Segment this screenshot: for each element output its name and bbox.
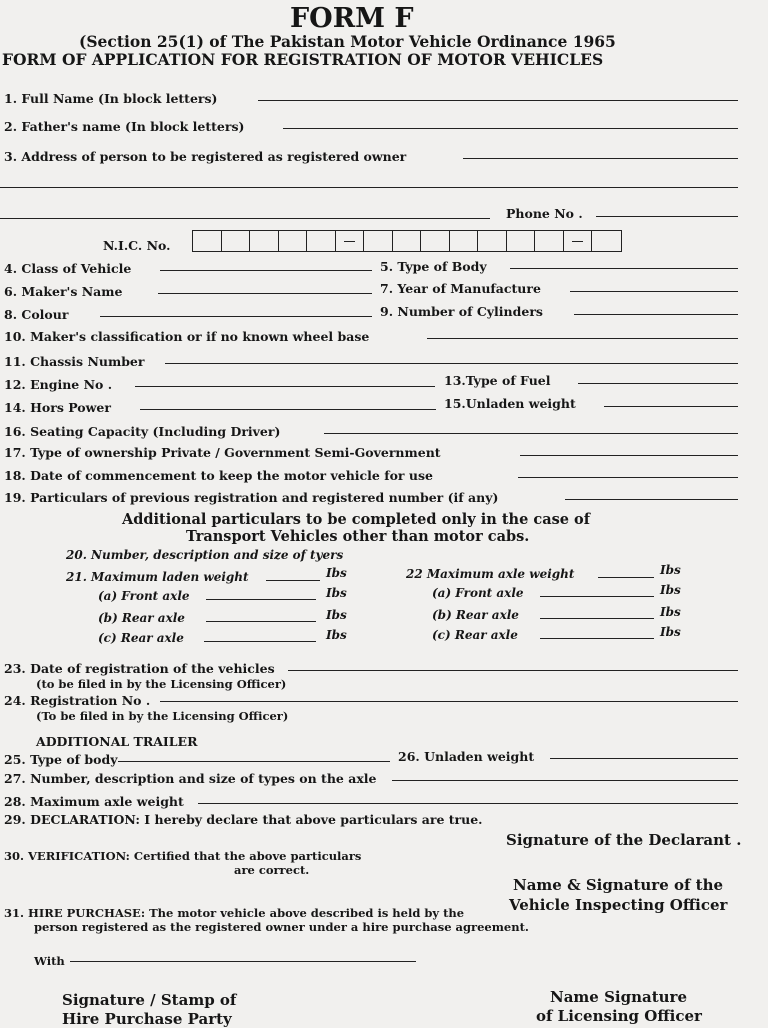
label-chassis-number: 11. Chassis Number bbox=[4, 354, 145, 369]
unit-lbs: Ibs bbox=[660, 583, 681, 597]
label-front-axle-left: (a) Front axle bbox=[98, 589, 190, 603]
label-previous-registration: 19. Particulars of previous registration and registered number (if any) bbox=[4, 490, 499, 505]
note-licensing-officer-24: (To be filed in by the Licensing Officer) bbox=[36, 709, 289, 723]
inspecting-officer-line-1: Name & Signature of the bbox=[513, 876, 724, 894]
nic-digit-box[interactable] bbox=[393, 231, 422, 251]
commencement-field[interactable] bbox=[518, 477, 738, 478]
label-declaration: 29. DECLARATION: I hereby declare that above particulars are true. bbox=[4, 812, 483, 827]
label-type-of-fuel: 13.Type of Fuel bbox=[444, 373, 551, 388]
year-field[interactable] bbox=[570, 291, 738, 292]
nic-input-boxes[interactable] bbox=[192, 230, 622, 252]
unit-lbs: Ibs bbox=[326, 566, 347, 580]
label-colour: 8. Colour bbox=[4, 307, 69, 322]
label-trailer-max-axle-weight: 28. Maximum axle weight bbox=[4, 794, 184, 809]
label-address: 3. Address of person to be registered as registered owner bbox=[4, 149, 407, 164]
unit-lbs: Ibs bbox=[326, 628, 347, 642]
registration-no-field[interactable] bbox=[160, 701, 738, 702]
with-field[interactable] bbox=[70, 961, 416, 962]
seating-capacity-field[interactable] bbox=[324, 433, 738, 434]
address-field-2[interactable] bbox=[0, 187, 738, 188]
label-verification-cont: are correct. bbox=[234, 863, 310, 877]
label-full-name: 1. Full Name (In block letters) bbox=[4, 91, 218, 106]
date-of-registration-field[interactable] bbox=[288, 670, 738, 671]
label-type-of-body: 5. Type of Body bbox=[380, 259, 487, 274]
rear-axle-b-right-field[interactable] bbox=[540, 618, 654, 619]
nic-separator-box bbox=[564, 231, 593, 251]
label-horse-power: 14. Hors Power bbox=[4, 400, 111, 415]
address-field-3[interactable] bbox=[0, 218, 490, 219]
phone-field[interactable] bbox=[596, 216, 738, 217]
father-name-field[interactable] bbox=[283, 128, 738, 129]
maker-classification-field[interactable] bbox=[427, 338, 738, 339]
label-father-name: 2. Father's name (In block letters) bbox=[4, 119, 245, 134]
inspecting-officer-line-2: Vehicle Inspecting Officer bbox=[509, 896, 728, 914]
licensing-officer-signature-2: of Licensing Officer bbox=[536, 1007, 702, 1025]
nic-digit-box[interactable] bbox=[222, 231, 251, 251]
max-axle-weight-field[interactable] bbox=[598, 577, 654, 578]
unit-lbs: Ibs bbox=[660, 625, 681, 639]
transport-heading-1: Additional particulars to be completed only in the case of bbox=[122, 511, 590, 528]
nic-digit-box[interactable] bbox=[250, 231, 279, 251]
label-date-of-registration: 23. Date of registration of the vehicles bbox=[4, 661, 275, 676]
label-hire-purchase: 31. HIRE PURCHASE: The motor vehicle above described is held by the bbox=[4, 906, 465, 920]
nic-digit-box[interactable] bbox=[421, 231, 450, 251]
unladen-weight-field[interactable] bbox=[604, 406, 738, 407]
nic-digit-box[interactable] bbox=[507, 231, 536, 251]
trailer-type-of-body-field[interactable] bbox=[118, 761, 390, 762]
label-seating-capacity: 16. Seating Capacity (Including Driver) bbox=[4, 424, 281, 439]
address-field-1[interactable] bbox=[463, 158, 738, 159]
form-title: FORM F bbox=[290, 3, 414, 34]
trailer-heading: ADDITIONAL TRAILER bbox=[36, 734, 198, 749]
hire-purchase-signature-1: Signature / Stamp of bbox=[62, 991, 237, 1009]
label-rear-axle-b-right: (b) Rear axle bbox=[432, 608, 519, 622]
cylinders-field[interactable] bbox=[574, 314, 738, 315]
note-licensing-officer-23: (to be filed in by the Licensing Officer) bbox=[36, 677, 287, 691]
label-date-of-commencement: 18. Date of commencement to keep the motor vehicle for use bbox=[4, 468, 433, 483]
unit-lbs: Ibs bbox=[660, 605, 681, 619]
label-unladen-weight: 15.Unladen weight bbox=[444, 396, 576, 411]
label-rear-axle-b-left: (b) Rear axle bbox=[98, 611, 185, 625]
trailer-tyres-field[interactable] bbox=[392, 780, 738, 781]
type-of-body-field[interactable] bbox=[510, 268, 738, 269]
label-rear-axle-c-left: (c) Rear axle bbox=[98, 631, 184, 645]
nic-digit-box[interactable] bbox=[307, 231, 336, 251]
label-maker-name: 6. Maker's Name bbox=[4, 284, 123, 299]
nic-digit-box[interactable] bbox=[279, 231, 308, 251]
horse-power-field[interactable] bbox=[140, 409, 436, 410]
rear-axle-c-left-field[interactable] bbox=[204, 641, 316, 642]
label-tyres: 20. Number, description and size of tyers bbox=[66, 548, 344, 562]
label-engine-no: 12. Engine No . bbox=[4, 377, 113, 392]
label-front-axle-right: (a) Front axle bbox=[432, 586, 524, 600]
signature-declarant: Signature of the Declarant . bbox=[506, 831, 742, 849]
nic-digit-box[interactable] bbox=[535, 231, 564, 251]
label-rear-axle-c-right: (c) Rear axle bbox=[432, 628, 518, 642]
previous-registration-field[interactable] bbox=[565, 499, 738, 500]
label-number-of-cylinders: 9. Number of Cylinders bbox=[380, 304, 543, 319]
full-name-field[interactable] bbox=[258, 100, 738, 101]
unit-lbs: Ibs bbox=[326, 586, 347, 600]
label-year-of-manufacture: 7. Year of Manufacture bbox=[380, 281, 541, 296]
nic-digit-box[interactable] bbox=[193, 231, 222, 251]
unit-lbs: Ibs bbox=[660, 563, 681, 577]
trailer-max-axle-weight-field[interactable] bbox=[198, 803, 738, 804]
front-axle-left-field[interactable] bbox=[206, 599, 316, 600]
form-heading: FORM OF APPLICATION FOR REGISTRATION OF MOTOR VEHICLES bbox=[2, 50, 604, 69]
engine-no-field[interactable] bbox=[135, 386, 435, 387]
label-nic: N.I.C. No. bbox=[103, 238, 171, 253]
rear-axle-c-right-field[interactable] bbox=[540, 638, 654, 639]
nic-digit-box[interactable] bbox=[364, 231, 393, 251]
nic-separator-box bbox=[336, 231, 365, 251]
trailer-unladen-weight-field[interactable] bbox=[550, 758, 738, 759]
type-of-fuel-field[interactable] bbox=[578, 383, 738, 384]
label-max-laden-weight: 21. Maximum laden weight bbox=[66, 570, 249, 584]
chassis-number-field[interactable] bbox=[165, 363, 738, 364]
form-subtitle: (Section 25(1) of The Pakistan Motor Vehicle Ordinance 1965 bbox=[79, 32, 616, 51]
label-maker-classification: 10. Maker's classification or if no known wheel base bbox=[4, 329, 370, 344]
front-axle-right-field[interactable] bbox=[540, 596, 654, 597]
label-verification: 30. VERIFICATION: Certified that the above particulars bbox=[4, 849, 362, 863]
maker-name-field[interactable] bbox=[158, 293, 372, 294]
hire-purchase-signature-2: Hire Purchase Party bbox=[62, 1010, 232, 1028]
label-trailer-tyres: 27. Number, description and size of types on the axle bbox=[4, 771, 377, 786]
label-type-of-ownership: 17. Type of ownership Private / Government Semi-Government bbox=[4, 445, 441, 460]
nic-digit-box[interactable] bbox=[450, 231, 479, 251]
rear-axle-b-left-field[interactable] bbox=[206, 621, 316, 622]
class-of-vehicle-field[interactable] bbox=[160, 270, 372, 271]
ownership-field[interactable] bbox=[520, 455, 738, 456]
max-laden-weight-field[interactable] bbox=[266, 580, 320, 581]
label-phone: Phone No . bbox=[506, 206, 583, 221]
nic-digit-box[interactable] bbox=[478, 231, 507, 251]
label-max-axle-weight: 22 Maximum axle weight bbox=[406, 567, 575, 581]
nic-digit-box[interactable] bbox=[592, 231, 621, 251]
licensing-officer-signature-1: Name Signature bbox=[550, 988, 687, 1006]
label-trailer-type-of-body: 25. Type of body bbox=[4, 752, 118, 767]
label-hire-purchase-cont: person registered as the registered owner under a hire purchase agreement. bbox=[34, 920, 529, 934]
label-trailer-unladen-weight: 26. Unladen weight bbox=[398, 749, 535, 764]
label-registration-no: 24. Registration No . bbox=[4, 693, 151, 708]
label-class-of-vehicle: 4. Class of Vehicle bbox=[4, 261, 132, 276]
colour-field[interactable] bbox=[100, 316, 372, 317]
unit-lbs: Ibs bbox=[326, 608, 347, 622]
transport-heading-2: Transport Vehicles other than motor cabs. bbox=[186, 528, 530, 545]
label-with: With bbox=[34, 954, 65, 968]
